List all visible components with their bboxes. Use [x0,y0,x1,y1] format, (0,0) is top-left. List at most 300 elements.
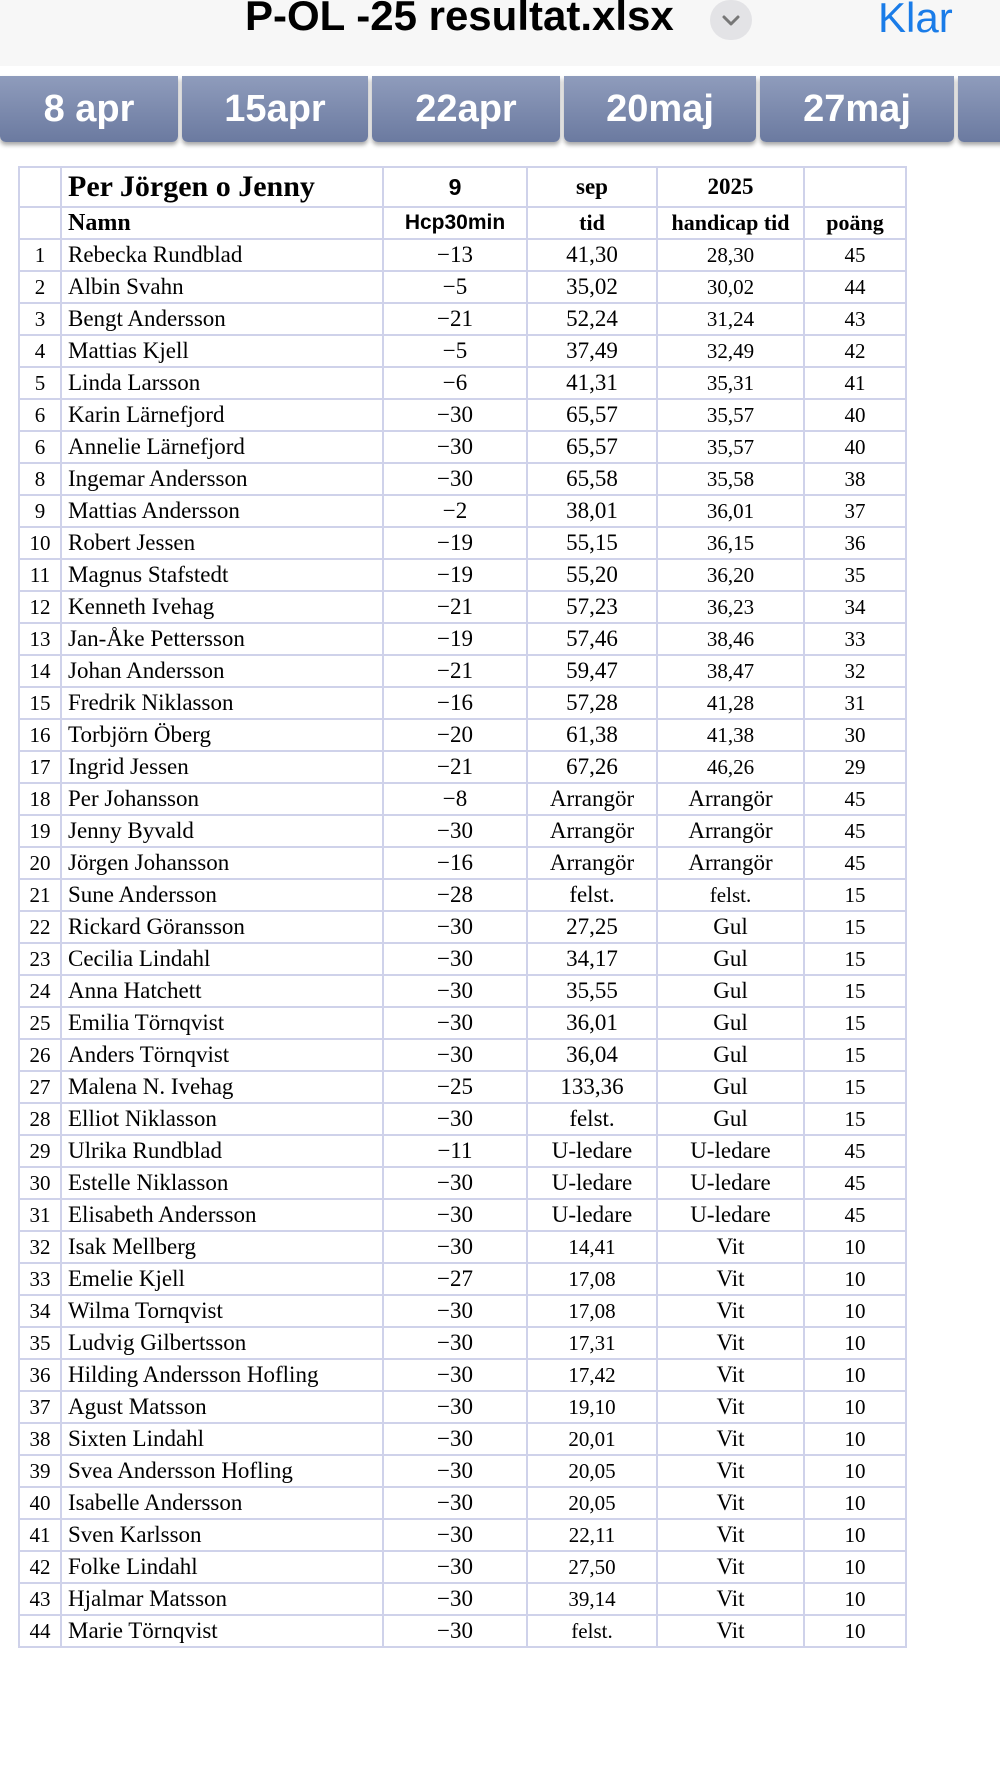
row-index-cell[interactable]: 32 [19,1231,61,1263]
points-cell[interactable]: 45 [804,1135,906,1167]
hcp-cell[interactable]: −27 [383,1263,527,1295]
points-cell[interactable]: 15 [804,1071,906,1103]
row-index-cell[interactable]: 21 [19,879,61,911]
header-cell[interactable] [804,167,906,207]
row-index-cell[interactable]: 4 [19,335,61,367]
points-cell[interactable]: 15 [804,943,906,975]
tid-cell[interactable]: 37,49 [527,335,657,367]
handicap-cell[interactable]: 41,38 [657,719,804,751]
name-cell[interactable]: Folke Lindahl [61,1551,383,1583]
name-cell[interactable]: Rebecka Rundblad [61,239,383,271]
points-cell[interactable]: 10 [804,1231,906,1263]
name-cell[interactable]: Sixten Lindahl [61,1423,383,1455]
name-cell[interactable]: Linda Larsson [61,367,383,399]
row-index-cell[interactable]: 37 [19,1391,61,1423]
hcp-cell[interactable]: −30 [383,1615,527,1647]
hcp-cell[interactable]: −28 [383,879,527,911]
table-row [19,719,906,751]
tid-cell[interactable]: 39,14 [527,1583,657,1615]
points-cell[interactable]: 10 [804,1391,906,1423]
points-cell[interactable]: 45 [804,239,906,271]
hcp-cell[interactable]: −13 [383,239,527,271]
points-cell[interactable]: 10 [804,1487,906,1519]
hcp-cell[interactable]: −11 [383,1135,527,1167]
points-cell[interactable]: 42 [804,335,906,367]
handicap-cell[interactable]: 30,02 [657,271,804,303]
tab-20maj[interactable]: 20maj [564,76,756,142]
points-cell[interactable]: 15 [804,879,906,911]
hcp-cell[interactable]: −30 [383,815,527,847]
points-cell[interactable]: 45 [804,1199,906,1231]
row-index-cell[interactable]: 35 [19,1327,61,1359]
name-cell[interactable]: Estelle Niklasson [61,1167,383,1199]
tid-cell[interactable]: Arrangör [527,847,657,879]
row-index-cell[interactable]: 10 [19,527,61,559]
day-cell[interactable]: 9 [383,167,527,207]
name-cell[interactable]: Magnus Stafstedt [61,559,383,591]
name-cell[interactable]: Sven Karlsson [61,1519,383,1551]
row-index-cell[interactable]: 25 [19,1007,61,1039]
handicap-cell[interactable]: Gul [657,911,804,943]
points-cell[interactable]: 34 [804,591,906,623]
hcp-cell[interactable]: −30 [383,975,527,1007]
hcp-cell[interactable]: −19 [383,623,527,655]
handicap-cell[interactable]: Vit [657,1583,804,1615]
handicap-cell[interactable]: 38,47 [657,655,804,687]
points-cell[interactable]: 10 [804,1359,906,1391]
tid-cell[interactable]: 61,38 [527,719,657,751]
hcp-cell[interactable]: −16 [383,687,527,719]
points-cell[interactable]: 30 [804,719,906,751]
handicap-cell[interactable]: Arrangör [657,783,804,815]
handicap-cell[interactable]: Gul [657,1039,804,1071]
hcp-cell[interactable]: −6 [383,367,527,399]
points-cell[interactable]: 15 [804,1039,906,1071]
points-cell[interactable]: 15 [804,975,906,1007]
done-button[interactable]: Klar [878,0,953,41]
name-cell[interactable]: Annelie Lärnefjord [61,431,383,463]
name-cell[interactable]: Bengt Andersson [61,303,383,335]
tid-cell[interactable]: 55,20 [527,559,657,591]
points-cell[interactable]: 10 [804,1519,906,1551]
hcp-cell[interactable]: −25 [383,1071,527,1103]
handicap-cell[interactable]: 31,24 [657,303,804,335]
handicap-cell[interactable]: 36,20 [657,559,804,591]
handicap-cell[interactable]: Gul [657,1007,804,1039]
handicap-cell[interactable]: Vit [657,1423,804,1455]
points-cell[interactable]: 10 [804,1423,906,1455]
hcp-cell[interactable]: −30 [383,1455,527,1487]
points-cell[interactable]: 44 [804,271,906,303]
handicap-cell[interactable]: Arrangör [657,815,804,847]
points-cell[interactable]: 40 [804,431,906,463]
table-row [19,1295,906,1327]
row-index-cell[interactable]: 38 [19,1423,61,1455]
handicap-cell[interactable]: Vit [657,1391,804,1423]
name-cell[interactable]: Agust Matsson [61,1391,383,1423]
hcp-cell[interactable]: −21 [383,591,527,623]
handicap-cell[interactable]: 35,57 [657,431,804,463]
hcp-cell[interactable]: −30 [383,431,527,463]
tid-cell[interactable]: 41,31 [527,367,657,399]
name-cell[interactable]: Isabelle Andersson [61,1487,383,1519]
name-cell[interactable]: Svea Andersson Hofling [61,1455,383,1487]
row-index-cell[interactable]: 13 [19,623,61,655]
row-index-cell[interactable]: 15 [19,687,61,719]
name-cell[interactable]: Hjalmar Matsson [61,1583,383,1615]
hcp-cell[interactable]: −30 [383,1391,527,1423]
hcp-cell[interactable]: −8 [383,783,527,815]
hcp-cell[interactable]: −30 [383,1007,527,1039]
name-cell[interactable]: Anna Hatchett [61,975,383,1007]
row-index-cell[interactable]: 11 [19,559,61,591]
row-index-cell[interactable]: 23 [19,943,61,975]
handicap-cell[interactable]: 46,26 [657,751,804,783]
name-cell[interactable]: Malena N. Ivehag [61,1071,383,1103]
tid-cell[interactable]: 133,36 [527,1071,657,1103]
hcp-cell[interactable]: −5 [383,271,527,303]
name-cell[interactable]: Jenny Byvald [61,815,383,847]
handicap-cell[interactable]: Gul [657,975,804,1007]
hcp-cell[interactable]: −30 [383,1103,527,1135]
row-index-cell[interactable]: 33 [19,1263,61,1295]
hcp-cell[interactable]: −16 [383,847,527,879]
hcp-cell[interactable]: −30 [383,943,527,975]
tab-27maj[interactable]: 27maj [760,76,954,142]
hcp-cell[interactable]: −30 [383,1327,527,1359]
row-index-cell[interactable]: 17 [19,751,61,783]
hcp-cell[interactable]: −21 [383,655,527,687]
tid-cell[interactable]: felst. [527,1615,657,1647]
name-cell[interactable]: Hilding Andersson Hofling [61,1359,383,1391]
table-row [19,495,906,527]
name-cell[interactable]: Johan Andersson [61,655,383,687]
handicap-cell[interactable]: 41,28 [657,687,804,719]
handicap-cell[interactable]: 35,57 [657,399,804,431]
tid-cell[interactable]: felst. [527,1103,657,1135]
points-cell[interactable]: 29 [804,751,906,783]
name-cell[interactable]: Mattias Andersson [61,495,383,527]
row-index-cell[interactable]: 31 [19,1199,61,1231]
handicap-cell[interactable]: Vit [657,1519,804,1551]
tid-cell[interactable]: felst. [527,879,657,911]
name-cell[interactable]: Anders Törnqvist [61,1039,383,1071]
tid-cell[interactable]: 65,57 [527,399,657,431]
name-cell[interactable]: Wilma Tornqvist [61,1295,383,1327]
row-index-cell[interactable]: 28 [19,1103,61,1135]
points-cell[interactable]: 10 [804,1295,906,1327]
handicap-cell[interactable]: 36,01 [657,495,804,527]
tid-cell[interactable]: 14,41 [527,1231,657,1263]
table-row [19,399,906,431]
row-index-cell[interactable]: 41 [19,1519,61,1551]
column-header-handicap[interactable]: handicap tid [657,207,804,239]
column-header-hcp[interactable]: Hcp30min [383,207,527,239]
tid-cell[interactable]: 27,50 [527,1551,657,1583]
handicap-cell[interactable]: 35,31 [657,367,804,399]
handicap-cell[interactable]: Gul [657,1071,804,1103]
hcp-cell[interactable]: −30 [383,1231,527,1263]
hcp-cell[interactable]: −30 [383,399,527,431]
name-cell[interactable]: Emelie Kjell [61,1263,383,1295]
points-cell[interactable]: 38 [804,463,906,495]
row-index-cell[interactable]: 3 [19,303,61,335]
month-cell[interactable]: sep [527,167,657,207]
points-cell[interactable]: 33 [804,623,906,655]
tid-cell[interactable]: 52,24 [527,303,657,335]
tid-cell[interactable]: 57,28 [527,687,657,719]
tid-cell[interactable]: 17,08 [527,1295,657,1327]
handicap-cell[interactable]: Vit [657,1263,804,1295]
handicap-cell[interactable]: Vit [657,1455,804,1487]
points-cell[interactable]: 10 [804,1551,906,1583]
tid-cell[interactable]: Arrangör [527,783,657,815]
tid-cell[interactable]: 22,11 [527,1519,657,1551]
row-index-cell[interactable]: 40 [19,1487,61,1519]
points-cell[interactable]: 32 [804,655,906,687]
tid-cell[interactable]: 20,01 [527,1423,657,1455]
hcp-cell[interactable]: −30 [383,463,527,495]
column-header-name[interactable]: Namn [61,207,383,239]
table-row [19,1487,906,1519]
name-cell[interactable]: Elliot Niklasson [61,1103,383,1135]
hcp-cell[interactable]: −30 [383,1551,527,1583]
handicap-cell[interactable]: Vit [657,1487,804,1519]
hcp-cell[interactable]: −19 [383,527,527,559]
handicap-cell[interactable]: Arrangör [657,847,804,879]
row-index-cell[interactable]: 9 [19,495,61,527]
table-row [19,367,906,399]
row-index-cell[interactable]: 34 [19,1295,61,1327]
points-cell[interactable]: 35 [804,559,906,591]
tid-cell[interactable]: 65,58 [527,463,657,495]
tid-cell[interactable]: U-ledare [527,1199,657,1231]
points-cell[interactable]: 45 [804,1167,906,1199]
organizers-cell[interactable]: Per Jörgen o Jenny [61,167,383,207]
row-index-cell[interactable]: 20 [19,847,61,879]
tid-cell[interactable]: 27,25 [527,911,657,943]
name-cell[interactable]: Emilia Törnqvist [61,1007,383,1039]
year-cell[interactable]: 2025 [657,167,804,207]
points-cell[interactable]: 15 [804,1103,906,1135]
tid-cell[interactable]: 17,31 [527,1327,657,1359]
header-cell[interactable] [19,207,61,239]
row-index-cell[interactable]: 42 [19,1551,61,1583]
hcp-cell[interactable]: −30 [383,1167,527,1199]
handicap-cell[interactable]: U-ledare [657,1199,804,1231]
tid-cell[interactable]: 35,55 [527,975,657,1007]
tab-15apr[interactable]: 15apr [182,76,368,142]
tid-cell[interactable]: 55,15 [527,527,657,559]
table-row [19,623,906,655]
tid-cell[interactable]: 20,05 [527,1455,657,1487]
row-index-cell[interactable]: 6 [19,399,61,431]
name-cell[interactable]: Elisabeth Andersson [61,1199,383,1231]
hcp-cell[interactable]: −21 [383,751,527,783]
hcp-cell[interactable]: −30 [383,1519,527,1551]
hcp-cell[interactable]: −30 [383,1295,527,1327]
name-cell[interactable]: Marie Törnqvist [61,1615,383,1647]
points-cell[interactable]: 10 [804,1615,906,1647]
hcp-cell[interactable]: −30 [383,1423,527,1455]
row-index-cell[interactable]: 26 [19,1039,61,1071]
points-cell[interactable]: 45 [804,783,906,815]
table-row [19,271,906,303]
handicap-cell[interactable]: felst. [657,879,804,911]
handicap-cell[interactable]: Vit [657,1615,804,1647]
handicap-cell[interactable]: 36,15 [657,527,804,559]
table-row [19,1103,906,1135]
hcp-cell[interactable]: −21 [383,303,527,335]
row-index-cell[interactable]: 24 [19,975,61,1007]
row-index-cell[interactable]: 5 [19,367,61,399]
name-cell[interactable]: Jan-Åke Pettersson [61,623,383,655]
points-cell[interactable]: 10 [804,1583,906,1615]
tid-cell[interactable]: U-ledare [527,1167,657,1199]
tab-22apr[interactable]: 22apr [372,76,560,142]
row-index-cell[interactable]: 36 [19,1359,61,1391]
points-cell[interactable]: 31 [804,687,906,719]
tid-cell[interactable]: 67,26 [527,751,657,783]
tid-cell[interactable]: 57,23 [527,591,657,623]
name-cell[interactable]: Isak Mellberg [61,1231,383,1263]
row-index-cell[interactable]: 1 [19,239,61,271]
name-cell[interactable]: Cecilia Lindahl [61,943,383,975]
handicap-cell[interactable]: U-ledare [657,1167,804,1199]
handicap-cell[interactable]: Vit [657,1231,804,1263]
title-menu-button[interactable] [710,0,752,40]
row-index-cell[interactable]: 29 [19,1135,61,1167]
tab-8-apr[interactable]: 8 apr [0,76,178,142]
hcp-cell[interactable]: −2 [383,495,527,527]
hcp-cell[interactable]: −30 [383,1199,527,1231]
points-cell[interactable]: 15 [804,911,906,943]
name-cell[interactable]: Kenneth Ivehag [61,591,383,623]
row-index-cell[interactable]: 14 [19,655,61,687]
column-header-points[interactable]: poäng [804,207,906,239]
handicap-cell[interactable]: 36,23 [657,591,804,623]
handicap-cell[interactable]: Vit [657,1551,804,1583]
name-cell[interactable]: Robert Jessen [61,527,383,559]
points-cell[interactable]: 43 [804,303,906,335]
row-index-cell[interactable]: 8 [19,463,61,495]
tid-cell[interactable]: 57,46 [527,623,657,655]
points-cell[interactable]: 40 [804,399,906,431]
table-row [19,463,906,495]
row-index-cell[interactable]: 6 [19,431,61,463]
tid-cell[interactable]: 38,01 [527,495,657,527]
points-cell[interactable]: 10 [804,1455,906,1487]
hcp-cell[interactable]: −20 [383,719,527,751]
hcp-cell[interactable]: −30 [383,1039,527,1071]
row-index-cell[interactable]: 16 [19,719,61,751]
name-cell[interactable]: Sune Andersson [61,879,383,911]
table-row [19,1039,906,1071]
row-index-cell[interactable]: 43 [19,1583,61,1615]
name-cell[interactable]: Karin Lärnefjord [61,399,383,431]
header-cell[interactable] [19,167,61,207]
column-header-tid[interactable]: tid [527,207,657,239]
tid-cell[interactable]: 65,57 [527,431,657,463]
handicap-cell[interactable]: 32,49 [657,335,804,367]
row-index-cell[interactable]: 44 [19,1615,61,1647]
handicap-cell[interactable]: Gul [657,943,804,975]
hcp-cell[interactable]: −5 [383,335,527,367]
points-cell[interactable]: 36 [804,527,906,559]
name-cell[interactable]: Rickard Göransson [61,911,383,943]
hcp-cell[interactable]: −30 [383,1359,527,1391]
table-row [19,751,906,783]
tid-cell[interactable]: 41,30 [527,239,657,271]
points-cell[interactable]: 15 [804,1007,906,1039]
handicap-cell[interactable]: U-ledare [657,1135,804,1167]
handicap-cell[interactable]: Vit [657,1295,804,1327]
handicap-cell[interactable]: 38,46 [657,623,804,655]
name-cell[interactable]: Jörgen Johansson [61,847,383,879]
tid-cell[interactable]: Arrangör [527,815,657,847]
hcp-cell[interactable]: −30 [383,1487,527,1519]
row-index-cell[interactable]: 27 [19,1071,61,1103]
row-index-cell[interactable]: 19 [19,815,61,847]
handicap-cell[interactable]: 28,30 [657,239,804,271]
name-cell[interactable]: Fredrik Niklasson [61,687,383,719]
hcp-cell[interactable]: −30 [383,911,527,943]
hcp-cell[interactable]: −30 [383,1583,527,1615]
header-row-2 [19,207,906,239]
handicap-cell[interactable]: Vit [657,1359,804,1391]
tid-cell[interactable]: 36,01 [527,1007,657,1039]
name-cell[interactable]: Albin Svahn [61,271,383,303]
name-cell[interactable]: Ingrid Jessen [61,751,383,783]
row-index-cell[interactable]: 18 [19,783,61,815]
name-cell[interactable]: Torbjörn Öberg [61,719,383,751]
tid-cell[interactable]: U-ledare [527,1135,657,1167]
points-cell[interactable]: 10 [804,1327,906,1359]
hcp-cell[interactable]: −19 [383,559,527,591]
name-cell[interactable]: Ludvig Gilbertsson [61,1327,383,1359]
points-cell[interactable]: 37 [804,495,906,527]
row-index-cell[interactable]: 12 [19,591,61,623]
tid-cell[interactable]: 19,10 [527,1391,657,1423]
tid-cell[interactable]: 36,04 [527,1039,657,1071]
points-cell[interactable]: 10 [804,1263,906,1295]
table-row [19,1551,906,1583]
points-cell[interactable]: 45 [804,815,906,847]
name-cell[interactable]: Ulrika Rundblad [61,1135,383,1167]
row-index-cell[interactable]: 22 [19,911,61,943]
handicap-cell[interactable]: Gul [657,1103,804,1135]
handicap-cell[interactable]: Vit [657,1327,804,1359]
points-cell[interactable]: 41 [804,367,906,399]
name-cell[interactable]: Per Johansson [61,783,383,815]
document-title[interactable]: P-OL -25 resultat.xlsx [245,0,674,39]
tab-more[interactable] [958,76,1000,142]
points-cell[interactable]: 45 [804,847,906,879]
row-index-cell[interactable]: 39 [19,1455,61,1487]
tid-cell[interactable]: 59,47 [527,655,657,687]
tid-cell[interactable]: 17,08 [527,1263,657,1295]
tid-cell[interactable]: 35,02 [527,271,657,303]
handicap-cell[interactable]: 35,58 [657,463,804,495]
tid-cell[interactable]: 17,42 [527,1359,657,1391]
name-cell[interactable]: Mattias Kjell [61,335,383,367]
row-index-cell[interactable]: 2 [19,271,61,303]
name-cell[interactable]: Ingemar Andersson [61,463,383,495]
tid-cell[interactable]: 20,05 [527,1487,657,1519]
tid-cell[interactable]: 34,17 [527,943,657,975]
row-index-cell[interactable]: 30 [19,1167,61,1199]
results-table [18,166,907,1648]
